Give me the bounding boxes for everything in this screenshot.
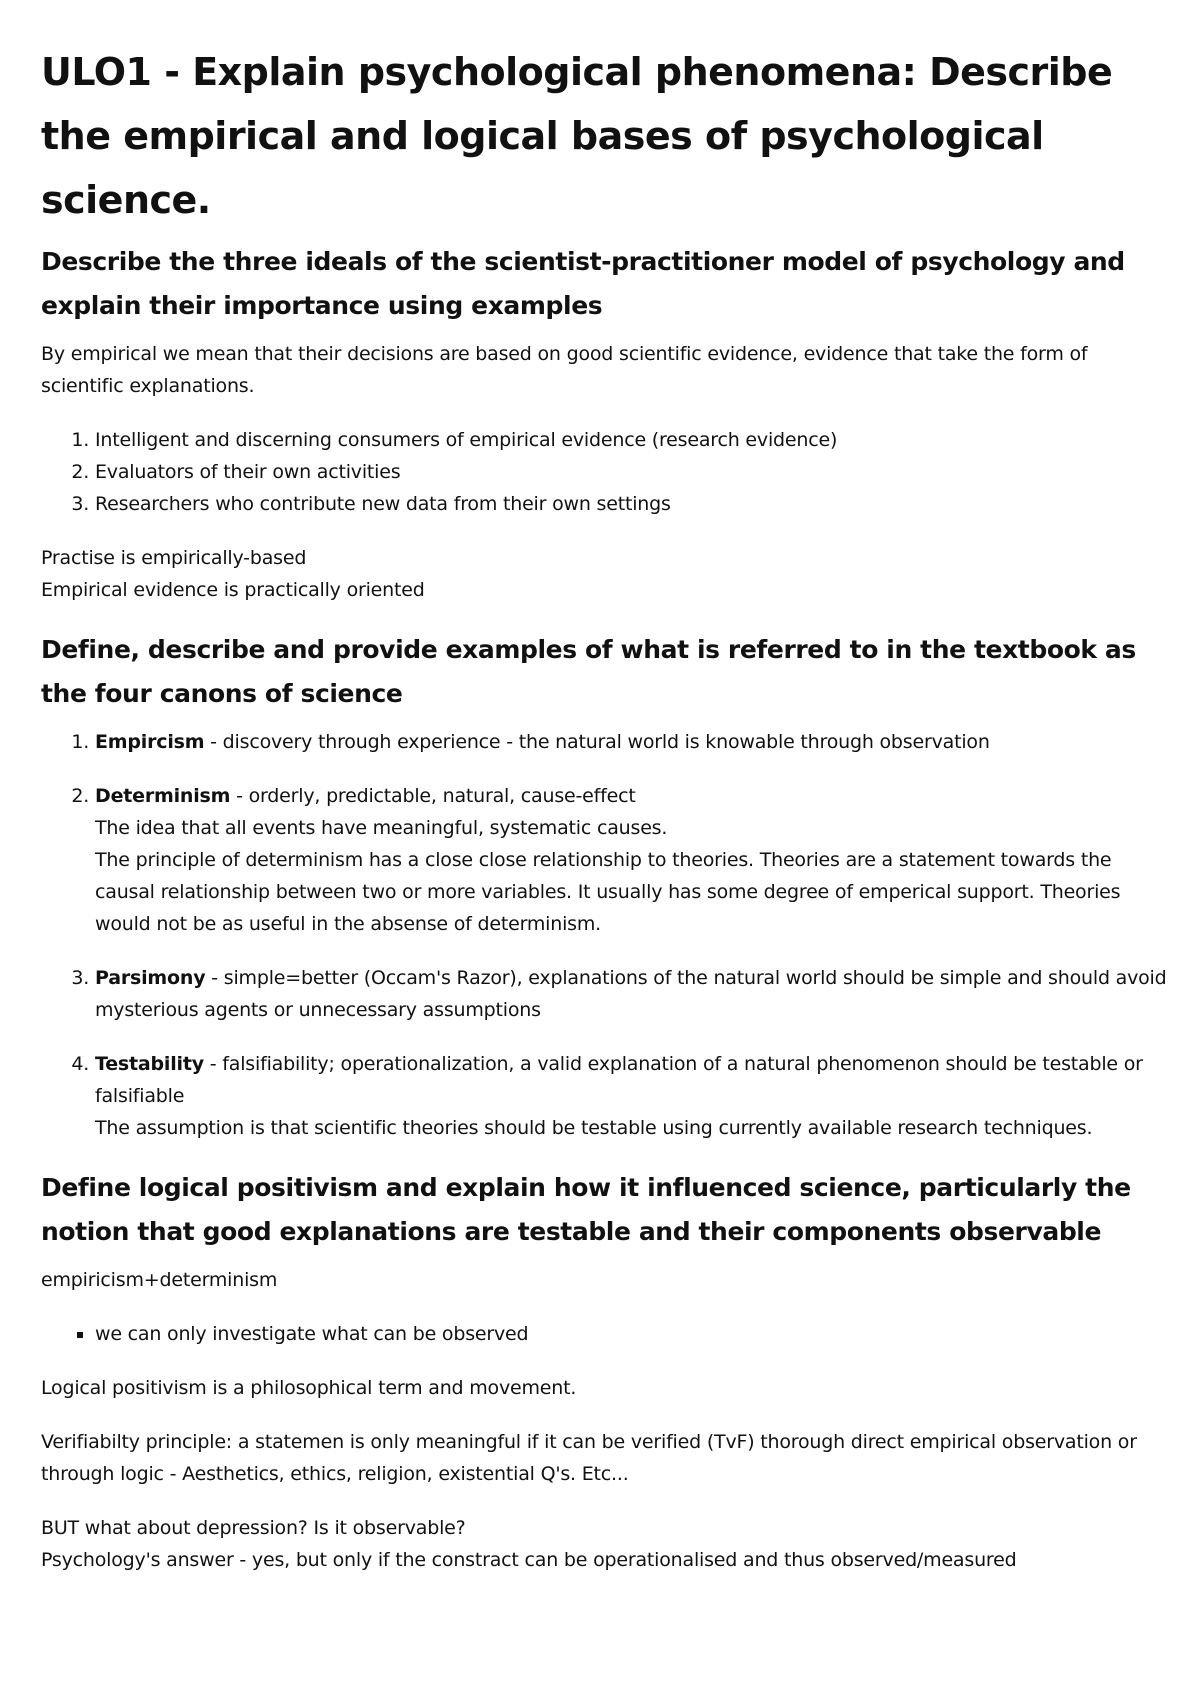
paragraph-depression-question: [41, 1512, 1171, 1576]
canon-term: Determinism: [95, 785, 231, 807]
canon-description: - discovery through experience - the natural world is knowable through observation: [204, 731, 990, 753]
canon-detail: The assumption is that scientific theories should be testable using currently available research techniques.: [95, 1117, 1093, 1139]
canon-item-empiricism: [95, 726, 1171, 758]
canons-list: [41, 726, 1171, 1144]
list-item: ▪ we can only investigate what can be observed: [95, 1318, 1171, 1350]
section-heading-scientist-practitioner: Describe the three ideals of the scientist-practitioner model of psychology and explain their importance using examples: [41, 247, 1125, 320]
note-line: Practise is empirically-based: [41, 547, 307, 569]
paragraph-empirical-definition: By empirical we mean that their decisions are based on good scientific evidence, evidence that take the form of scientific explanations.: [41, 343, 1088, 397]
page-title: ULO1 - Explain psychological phenomena: Describe the empirical and logical bases of psychological science.: [41, 50, 1113, 222]
canon-description: - simple=better (Occam's Razor), explanations of the natural world should be simple and should avoid mysterious agents or unnecessary assumptions: [95, 967, 1167, 1021]
question-line: BUT what about depression? Is it observable?: [41, 1517, 466, 1539]
document-page: [41, 40, 1171, 1598]
canon-term: Testability: [95, 1053, 204, 1075]
section-heading-four-canons: Define, describe and provide examples of what is referred to in the textbook as the four canons of science: [41, 635, 1136, 708]
canon-item-parsimony: [95, 962, 1171, 1026]
paragraph-verifiability: Verifiabilty principle: a statemen is only meaningful if it can be verified (TvF) thorough direct empirical observation or through logic - Aesthetics, ethics, religion, existential Q's. Etc...: [41, 1431, 1137, 1485]
paragraph-positivism-definition: Logical positivism is a philosophical term and movement.: [41, 1377, 577, 1399]
canon-term: Parsimony: [95, 967, 206, 989]
section-heading-logical-positivism: Define logical positivism and explain how it influenced science, particularly the notion that good explanations are testable and their components observable: [41, 1173, 1131, 1246]
canon-description: - orderly, predictable, natural, cause-effect: [230, 785, 636, 807]
list-item: 3. Researchers who contribute new data from their own settings: [95, 488, 1171, 520]
canon-item-testability: [95, 1048, 1171, 1144]
list-item: 2. Evaluators of their own activities: [95, 456, 1171, 488]
canon-term: Empircism: [95, 731, 205, 753]
practise-note: [41, 542, 1171, 606]
canon-item-determinism: [95, 780, 1171, 940]
list-item: 1. Intelligent and discerning consumers of empirical evidence (research evidence): [95, 424, 1171, 456]
positivism-bullets: [41, 1318, 1171, 1350]
canon-detail: The idea that all events have meaningful, systematic causes.: [95, 817, 668, 839]
ideals-list: [41, 424, 1171, 520]
answer-line: Psychology's answer - yes, but only if the constract can be operationalised and thus observed/measured: [41, 1549, 1017, 1571]
note-line: Empirical evidence is practically oriented: [41, 579, 425, 601]
paragraph-formula: empiricism+determinism: [41, 1269, 278, 1291]
canon-detail: The principle of determinism has a close close relationship to theories. Theories are a statement towards the causal relationship between two or more variables. It usually has some degree of emperical support. Theories would not be as useful in the absense of determinism.: [95, 849, 1121, 935]
canon-description: - falsifiability; operationalization, a valid explanation of a natural phenomenon should be testable or falsifiable: [95, 1053, 1143, 1107]
